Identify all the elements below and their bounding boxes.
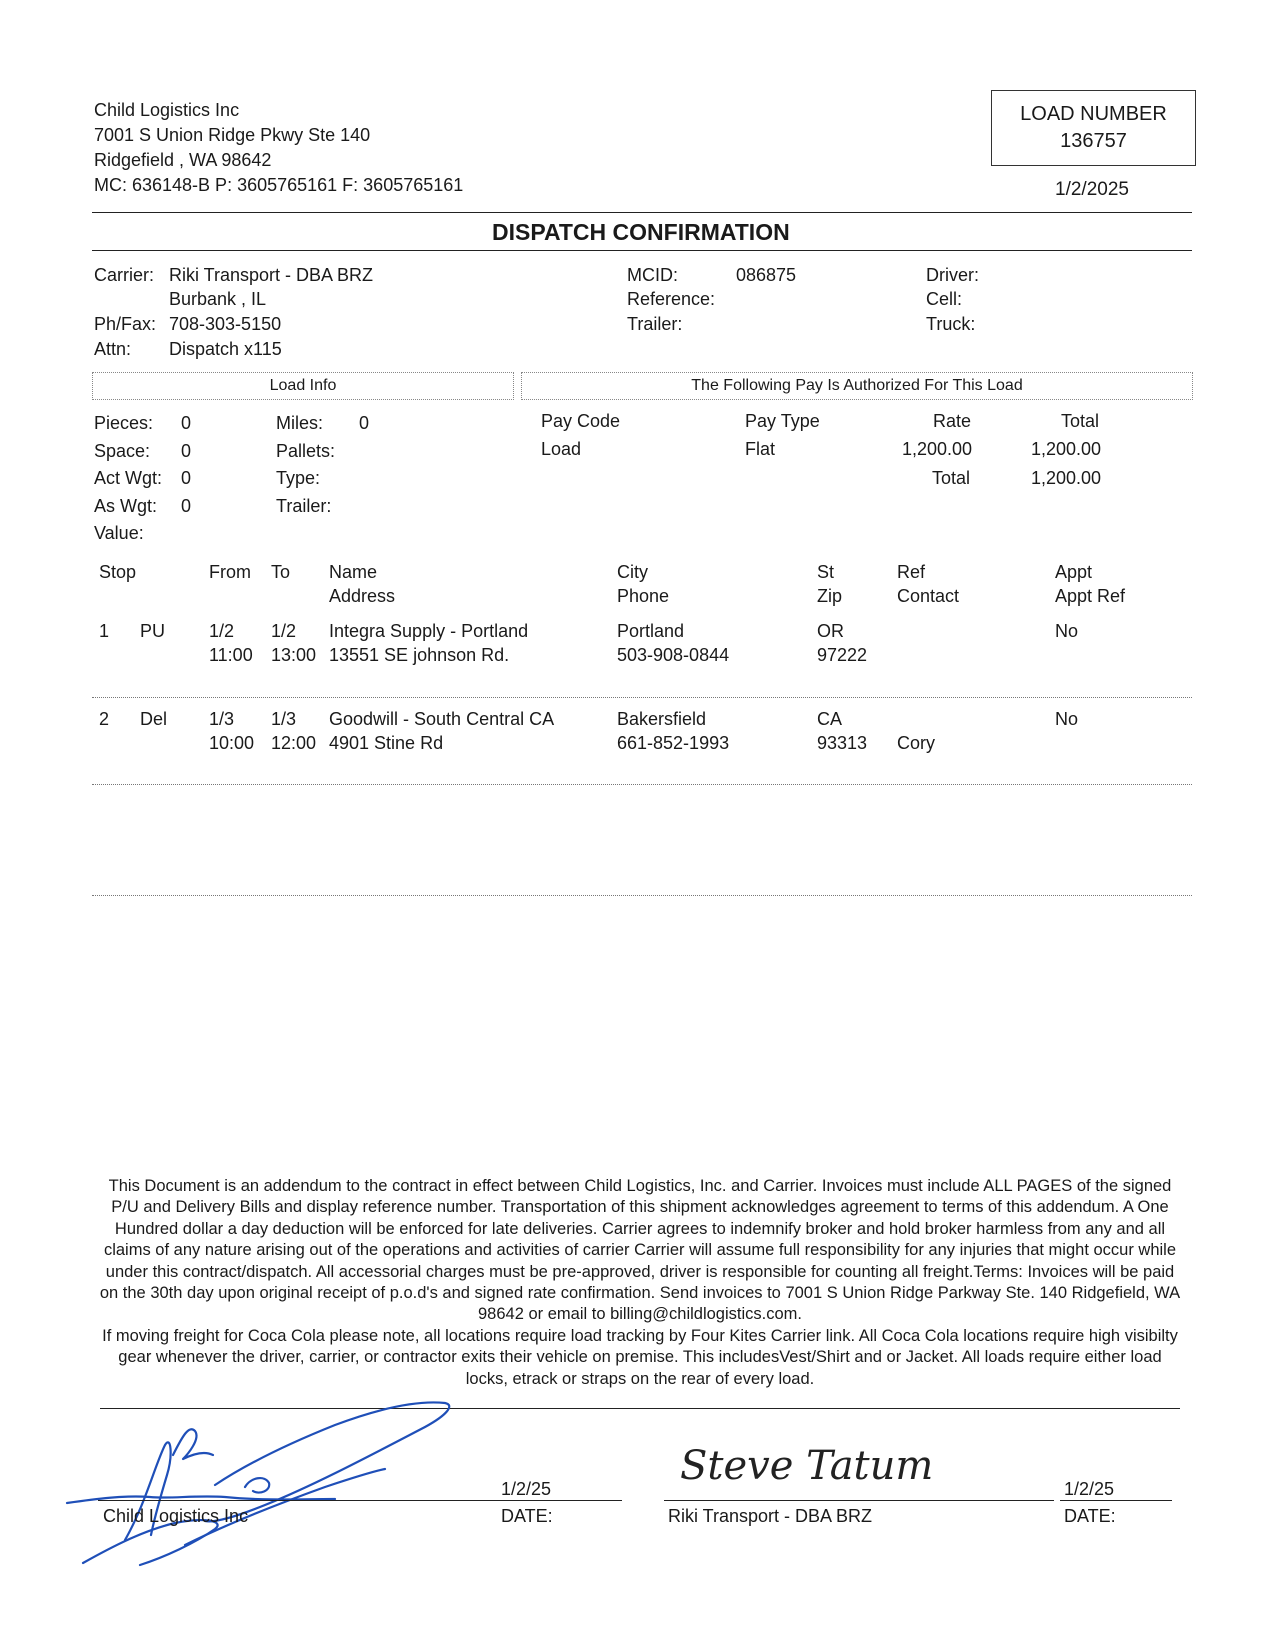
stop-1-number: 1 (99, 621, 110, 641)
stops-header-from: From (209, 562, 251, 582)
stops-header-ref: Ref (897, 562, 926, 582)
driver-label: Driver: (926, 265, 979, 285)
carrier-label: Carrier: (94, 265, 155, 285)
terms-block (95, 1176, 1185, 1390)
stops-header-appt: Appt (1055, 562, 1093, 582)
company-contact-line: MC: 636148-B P: 3605765161 F: 3605765161 (94, 175, 464, 195)
stop-2-contact: Cory (897, 733, 936, 753)
pallets-label: Pallets: (276, 441, 336, 461)
pay-type-header: Pay Type (745, 411, 820, 431)
stop-1-from-date: 1/2 (209, 621, 235, 641)
attn-value: Dispatch x115 (169, 339, 282, 359)
load-trailer-label: Trailer: (276, 496, 332, 516)
act-wgt-value: 0 (181, 468, 192, 488)
pieces-label: Pieces: (94, 413, 154, 433)
stop-1-state: OR (817, 621, 844, 641)
cell-label: Cell: (926, 289, 963, 309)
value-label: Value: (94, 523, 144, 543)
carrier-date-value: 1/2/25 (1064, 1479, 1115, 1499)
pay-row-rate: 1,200.00 (902, 439, 973, 459)
stop-2-zip: 93313 (817, 733, 868, 753)
stop-2-from-time: 10:00 (209, 733, 255, 753)
act-wgt-label: Act Wgt: (94, 468, 163, 488)
company-address-line2: Ridgefield , WA 98642 (94, 150, 272, 170)
stop-1-to-date: 1/2 (271, 621, 297, 641)
reference-label: Reference: (627, 289, 716, 309)
page-title: DISPATCH CONFIRMATION (492, 219, 790, 245)
carrier-signature-name: Riki Transport - DBA BRZ (668, 1506, 873, 1526)
stop-1-address: 13551 SE johnson Rd. (329, 645, 510, 665)
as-wgt-label: As Wgt: (94, 496, 158, 516)
pay-code-header: Pay Code (541, 411, 621, 431)
load-number-label: LOAD NUMBER (1020, 103, 1167, 125)
stop-2-address: 4901 Stine Rd (329, 733, 444, 753)
broker-signature-line (98, 1500, 498, 1501)
stop-2-city: Bakersfield (617, 709, 707, 729)
pay-row-type: Flat (745, 439, 776, 459)
broker-date-label: DATE: (501, 1506, 553, 1526)
pay-header: The Following Pay Is Authorized For This Load (521, 372, 1193, 400)
carrier-date-line (1060, 1500, 1172, 1501)
stop-2-name: Goodwill - South Central CA (329, 709, 555, 729)
stops-end-divider (92, 784, 1192, 785)
stop-1-phone: 503-908-0844 (617, 645, 730, 665)
stops-header-address: Address (329, 586, 396, 606)
stop-2-type: Del (140, 709, 168, 729)
as-wgt-value: 0 (181, 496, 192, 516)
terms-paragraph-1: This Document is an addendum to the contract in effect between Child Logistics, Inc. and Carrier. Invoices must include ALL PAGES of the signed P/U and Delivery Bills and display reference number. Transportation of this shipment acknowledges agreement to terms of this addendum. A One Hundred dollar a day deduction will be enforced for late deliveries. Carrier agrees to indemnify broker and hold broker harmless from any and all claims of any nature arising out of the operations and activities of carrier Carrier will assume full responsibility for any injuries that might occur while under this contract/dispatch. All accessorial charges must be pre-approved, driver is responsible for counting all freight.Terms: Invoices will be paid on the 30th day upon original receipt of p.o.d's and signed rate confirmation. Send invoices to 7001 S Union Ridge Parkway Ste. 140 Ridgefield, WA 98642 or email to billing@childlogistics.com. (99, 1177, 1181, 1324)
stop-2-to-date: 1/3 (271, 709, 297, 729)
carrier-city: Burbank , IL (169, 289, 267, 309)
miles-label: Miles: (276, 413, 324, 433)
pay-rate-header: Rate (933, 411, 972, 431)
mcid-value: 086875 (736, 265, 797, 285)
pay-total-label: Total (932, 468, 971, 488)
stops-header-city: City (617, 562, 648, 582)
stops-header-to: To (271, 562, 291, 582)
header-top-rule (92, 212, 1192, 213)
stops-header-contact: Contact (897, 586, 960, 606)
company-name: Child Logistics Inc (94, 100, 240, 120)
attn-label: Attn: (94, 339, 132, 359)
broker-signature-name: Child Logistics Inc (103, 1506, 249, 1526)
broker-date-value: 1/2/25 (501, 1479, 552, 1499)
stop-1-zip: 97222 (817, 645, 868, 665)
stop-1-from-time: 11:00 (209, 645, 253, 665)
stop-divider (92, 697, 1192, 698)
phfax-value: 708-303-5150 (169, 314, 282, 334)
stop-2-phone: 661-852-1993 (617, 733, 730, 753)
mcid-label: MCID: (627, 265, 678, 285)
load-number-box (991, 90, 1196, 166)
stop-2-to-time: 12:00 (271, 733, 317, 753)
terms-paragraph-2: If moving freight for Coca Cola please note, all locations require load tracking by Four Kites Carrier link. All Coca Cola locations require high visibilty gear whenever the driver, carrier, or contractor exits their vehicle on premise. This includesVest/Shirt and or Jacket. All loads require either load locks, etrack or straps on the rear of every load. (102, 1326, 1178, 1388)
pieces-value: 0 (181, 413, 192, 433)
broker-date-line (496, 1500, 622, 1501)
stops-header-stop: Stop (99, 562, 137, 582)
phfax-label: Ph/Fax: (94, 314, 157, 334)
carrier-signature: Steve Tatum (680, 1443, 934, 1489)
pay-total-header: Total (1061, 411, 1100, 431)
stop-1-appt: No (1055, 621, 1079, 641)
stops-header-appt-ref: Appt Ref (1055, 586, 1126, 606)
stops-header-zip: Zip (817, 586, 843, 606)
pay-row-total: 1,200.00 (1031, 439, 1102, 459)
broker-signature-scribble (55, 1395, 475, 1575)
carrier-name: Riki Transport - DBA BRZ (169, 265, 374, 285)
stop-2-state: CA (817, 709, 843, 729)
notes-divider (92, 895, 1192, 896)
stops-header-st: St (817, 562, 835, 582)
stop-1-city: Portland (617, 621, 685, 641)
load-info-header: Load Info (92, 372, 514, 400)
stop-2-from-date: 1/3 (209, 709, 235, 729)
space-label: Space: (94, 441, 151, 461)
stops-header-phone: Phone (617, 586, 670, 606)
stop-1-name: Integra Supply - Portland (329, 621, 529, 641)
stop-1-type: PU (140, 621, 166, 641)
miles-value: 0 (359, 413, 370, 433)
stop-2-number: 2 (99, 709, 110, 729)
header-bottom-rule (92, 250, 1192, 251)
stop-2-appt: No (1055, 709, 1079, 729)
pay-row-code: Load (541, 439, 582, 459)
stops-header-name: Name (329, 562, 378, 582)
load-date: 1/2/2025 (1055, 179, 1129, 200)
type-label: Type: (276, 468, 321, 488)
carrier-date-label: DATE: (1064, 1506, 1116, 1526)
trailer-label: Trailer: (627, 314, 683, 334)
truck-label: Truck: (926, 314, 976, 334)
space-value: 0 (181, 441, 192, 461)
pay-grand-total: 1,200.00 (1031, 468, 1102, 488)
stop-1-to-time: 13:00 (271, 645, 317, 665)
carrier-signature-line (664, 1500, 1054, 1501)
company-address-line1: 7001 S Union Ridge Pkwy Ste 140 (94, 125, 371, 145)
load-number-value: 136757 (1060, 130, 1127, 152)
